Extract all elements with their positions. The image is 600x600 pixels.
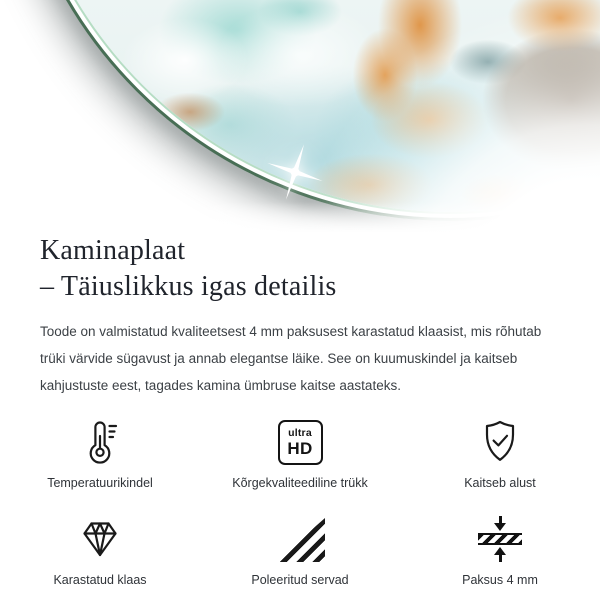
ultra-hd-icon-text-bottom: HD [287,438,313,458]
ultra-hd-icon-text-top: ultra [288,427,312,440]
feature-print-quality [200,415,400,490]
product-text-section [0,232,600,399]
feature-label: Karastatud klaas [53,573,147,587]
shield-check-icon [476,417,524,465]
feature-label: Temperatuurikindel [47,476,153,490]
title-line-2: – Täiuslikkus igas detailis [40,271,337,302]
feature-polished-edges [200,512,400,587]
sparkle-icon [265,142,325,202]
title-line-1: Kaminaplaat [40,235,186,266]
arrow-down-icon [494,523,506,531]
diamond-icon [76,514,124,562]
features-grid [0,415,600,587]
ultra-hd-icon [278,420,323,465]
feature-label: Kõrgekvaliteediline trükk [232,476,368,490]
thermometer-icon [76,417,124,465]
product-description: Toode on valmistatud kvaliteetsest 4 mm paksusest karastatud klaasist, mis rõhutab trüki värvide sügavust ja annab elegantse läike. See on kuumuskindel ja kaitseb kahjustuste eest, tagades kamina ümbruse kaitse aastateks. [40,324,542,393]
page-title [40,233,560,305]
product-hero [0,0,600,232]
arrow-up-icon [494,547,506,555]
feature-temperature-resistant [0,415,200,490]
feature-label: Poleeritud servad [251,573,349,587]
feature-tempered-glass [0,512,200,587]
glass-bar [478,533,522,545]
polished-edges-icon [275,518,325,562]
feature-label: Kaitseb alust [464,476,536,490]
feature-protects-base [400,415,600,490]
feature-thickness [400,512,600,587]
feature-label: Paksus 4 mm [462,573,538,587]
thickness-icon [478,516,522,562]
